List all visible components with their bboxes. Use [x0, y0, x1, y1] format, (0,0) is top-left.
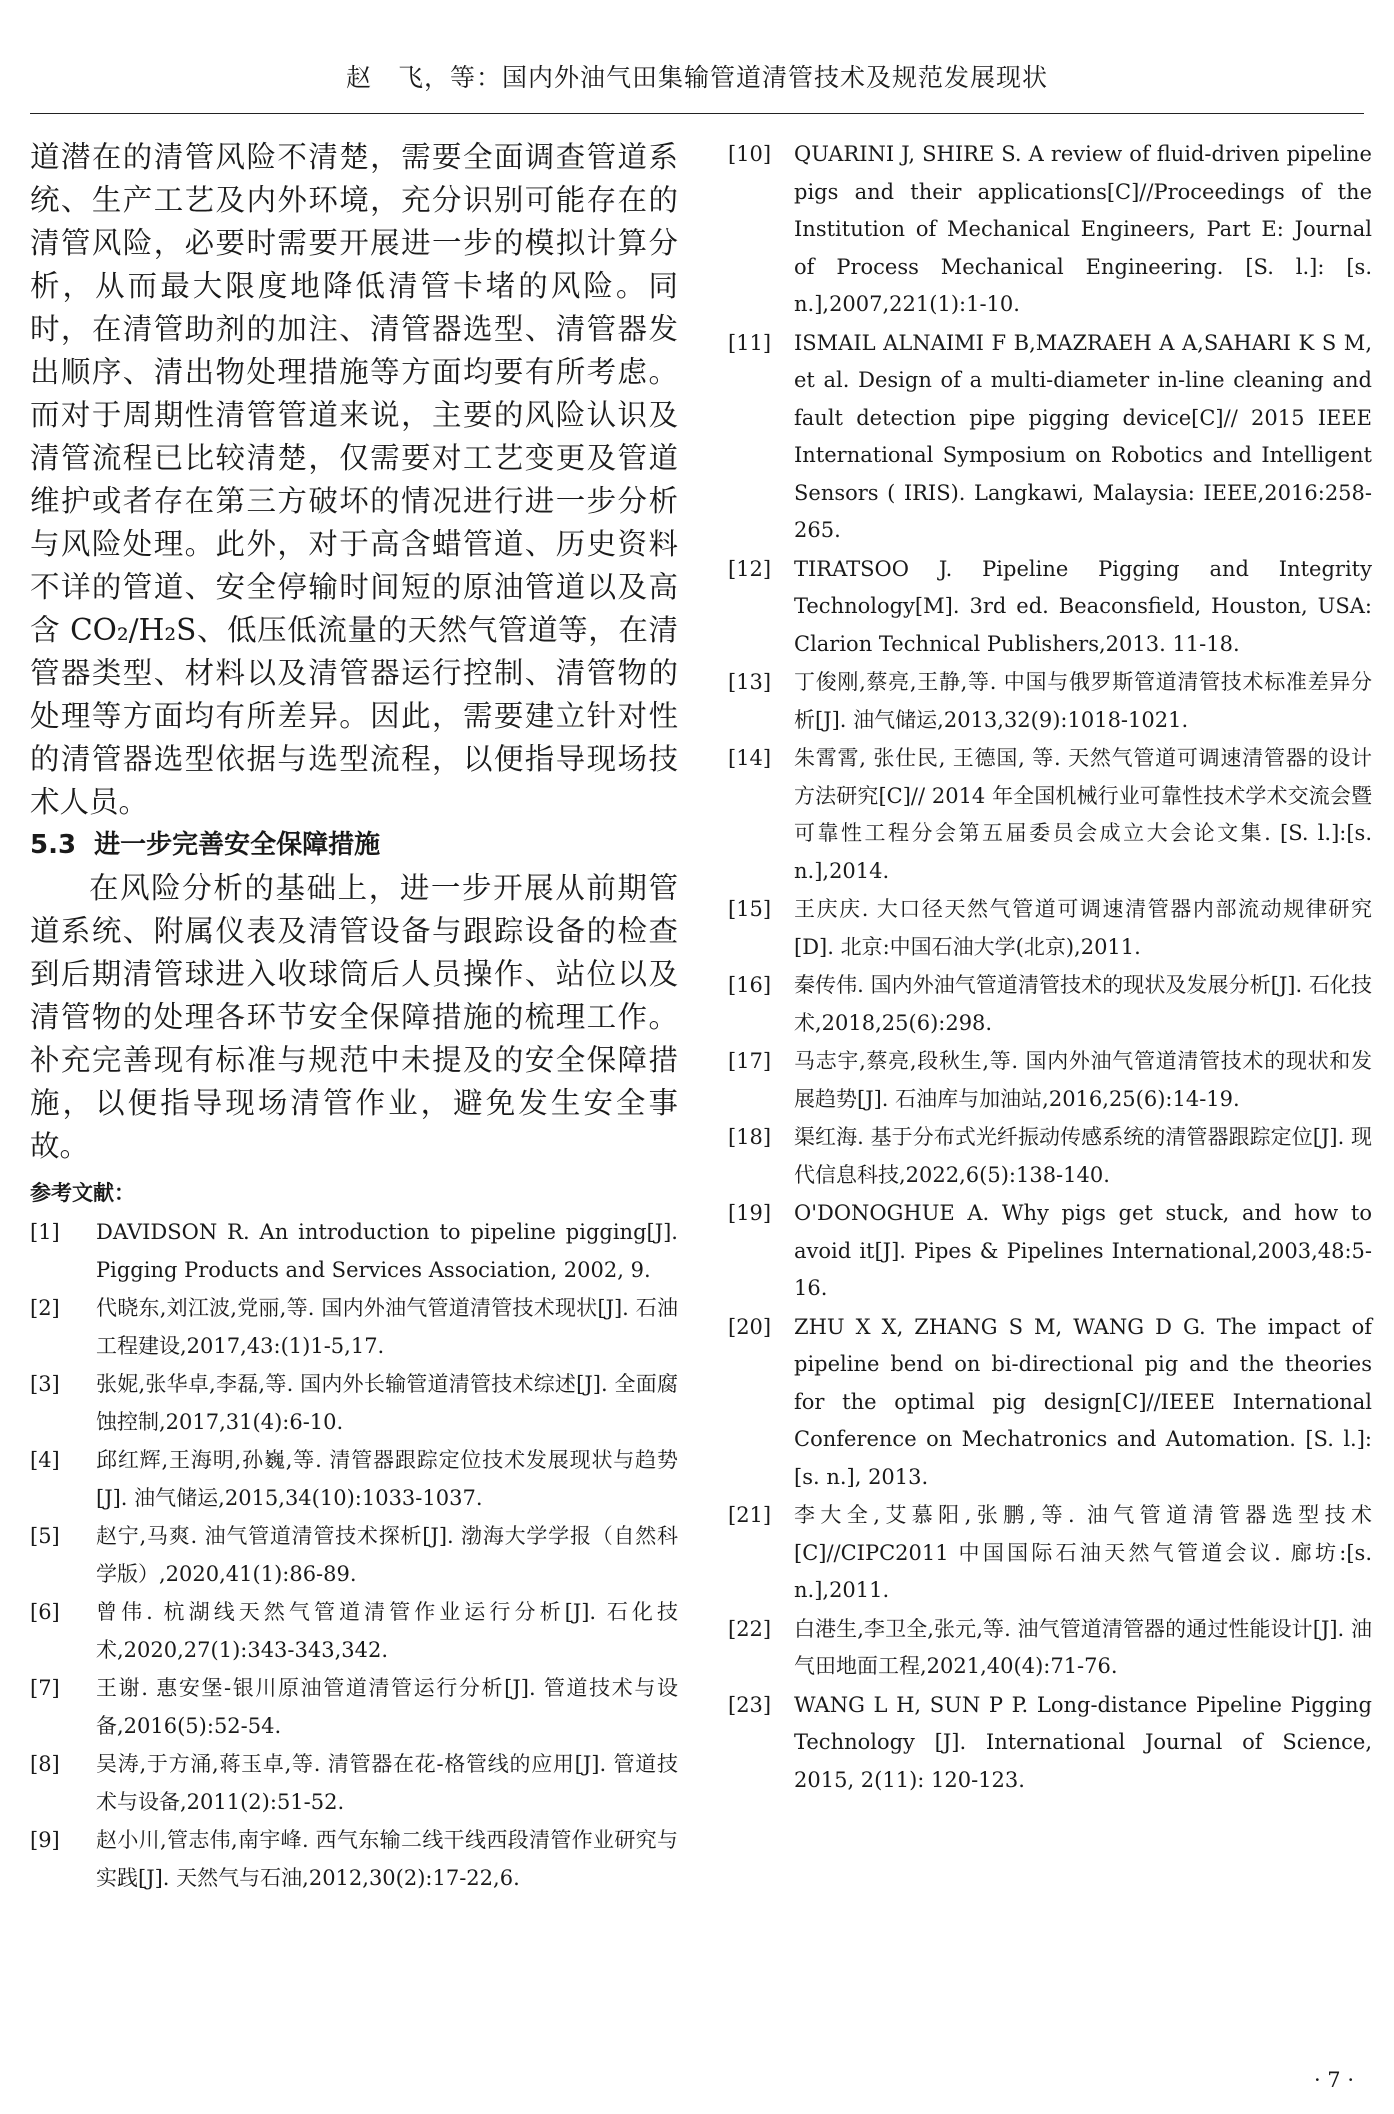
reference-number: [22]: [728, 1616, 772, 1641]
reference-number: [15]: [728, 897, 772, 921]
page-number: · 7 ·: [1313, 2068, 1354, 2092]
reference-number: [20]: [728, 1314, 772, 1339]
left-column: [30, 136, 678, 1898]
reference-text: 王谢. 惠安堡-银川原油管道清管运行分析[J]. 管道技术与设备,2016(5):52-54.: [96, 1676, 678, 1738]
reference-item: [30, 1594, 678, 1669]
reference-number: [5]: [30, 1524, 60, 1548]
reference-item: [728, 551, 1372, 664]
reference-number: [19]: [728, 1201, 772, 1225]
references-title: 参考文献：: [30, 1181, 135, 1205]
reference-item: [728, 1611, 1372, 1686]
reference-number: [21]: [728, 1503, 772, 1527]
reference-number: [2]: [30, 1296, 60, 1320]
reference-text: DAVIDSON R. An introduction to pipeline pigging[J]. Pigging Products and Services Association, 2002, 9.: [96, 1220, 678, 1282]
section-number: 5.3: [30, 830, 77, 860]
reference-number: [9]: [30, 1828, 60, 1852]
reference-item: [728, 325, 1372, 550]
reference-list-right: [728, 136, 1372, 1799]
reference-item: [728, 1687, 1372, 1800]
reference-text: 朱霄霄, 张仕民, 王德国, 等. 天然气管道可调速清管器的设计方法研究[C]// 2014 年全国机械行业可靠性技术学术交流会暨可靠性工程分会第五届委员会成立大会论文集. [S. l.]:[s. n.],2014.: [794, 746, 1372, 883]
reference-number: [17]: [728, 1049, 772, 1073]
reference-item: [728, 891, 1372, 966]
reference-text: 吴涛,于方涌,蒋玉卓,等. 清管器在花-格管线的应用[J]. 管道技术与设备,2011(2):51-52.: [96, 1752, 678, 1814]
reference-item: [728, 664, 1372, 739]
reference-text: 马志宇,蔡亮,段秋生,等. 国内外油气管道清管技术的现状和发展趋势[J]. 石油库与加油站,2016,25(6):14-19.: [794, 1049, 1372, 1111]
reference-item: [728, 967, 1372, 1042]
running-header: 赵 飞，等：国内外油气田集输管道清管技术及规范发展现状: [345, 63, 1048, 92]
section-title: 进一步完善安全保障措施: [94, 830, 381, 860]
reference-text: 王庆庆. 大口径天然气管道可调速清管器内部流动规律研究[D]. 北京:中国石油大学(北京),2011.: [794, 897, 1372, 959]
reference-text: 赵宁,马爽. 油气管道清管技术探析[J]. 渤海大学学报（自然科学版）,2020,41(1):86-89.: [96, 1524, 678, 1586]
reference-text: QUARINI J, SHIRE S. A review of fluid-driven pipeline pigs and their applications[C]//Proceedings of the Institution of Mechanical Engineers, Part E: Journal of Process Mechanical Engineering. [S. l.]: [s. n.],2007,221(1):1-10.: [794, 142, 1372, 316]
reference-item: [728, 136, 1372, 324]
reference-number: [6]: [30, 1600, 60, 1624]
reference-item: [30, 1670, 678, 1745]
reference-number: [14]: [728, 746, 772, 770]
reference-item: [30, 1442, 678, 1517]
header-rule: [30, 113, 1364, 114]
reference-item: [30, 1214, 678, 1289]
reference-number: [10]: [728, 142, 772, 166]
reference-number: [18]: [728, 1125, 772, 1149]
reference-text: 白港生,李卫全,张元,等. 油气管道清管器的通过性能设计[J]. 油气田地面工程,2021,40(4):71-76.: [794, 1616, 1372, 1678]
reference-number: [1]: [30, 1220, 60, 1244]
reference-number: [12]: [728, 556, 772, 581]
reference-item: [728, 740, 1372, 890]
body-paragraph: 道潜在的清管风险不清楚，需要全面调查管道系统、生产工艺及内外环境，充分识别可能存在的清管风险，必要时需要开展进一步的模拟计算分析，从而最大限度地降低清管卡堵的风险。同时，在清管助剂的加注、清管器选型、清管器发出顺序、清出物处理措施等方面均要有所考虑。而对于周期性清管管道来说，主要的风险认识及清管流程已比较清楚，仅需要对工艺变更及管道维护或者存在第三方破坏的情况进行进一步分析与风险处理。此外，对于高含蜡管道、历史资料不详的管道、安全停输时间短的原油管道以及高含 CO₂/H₂S、低压低流量的天然气管道等，在清管器类型、材料以及清管器运行控制、清管物的处理等方面均有所差异。因此，需要建立针对性的清管器选型依据与选型流程，以便指导现场技术人员。: [30, 140, 678, 819]
reference-text: 赵小川,管志伟,南宇峰. 西气东输二线干线西段清管作业研究与实践[J]. 天然气与石油,2012,30(2):17-22,6.: [96, 1828, 678, 1890]
reference-number: [4]: [30, 1448, 60, 1472]
reference-number: [16]: [728, 973, 772, 997]
reference-number: [7]: [30, 1676, 60, 1700]
body-paragraph: 在风险分析的基础上，进一步开展从前期管道系统、附属仪表及清管设备与跟踪设备的检查到后期清管球进入收球筒后人员操作、站位以及清管物的处理各环节安全保障措施的梳理工作。补充完善现有标准与规范中未提及的安全保障措施，以便指导现场清管作业，避免发生安全事故。: [30, 871, 678, 1163]
reference-number: [23]: [728, 1692, 772, 1717]
reference-item: [728, 1309, 1372, 1497]
reference-text: 丁俊刚,蔡亮,王静,等. 中国与俄罗斯管道清管技术标准差异分析[J]. 油气储运,2013,32(9):1018-1021.: [794, 670, 1372, 732]
reference-item: [30, 1366, 678, 1441]
reference-item: [30, 1746, 678, 1821]
reference-text: 邱红辉,王海明,孙巍,等. 清管器跟踪定位技术发展现状与趋势[J]. 油气储运,2015,34(10):1033-1037.: [96, 1448, 678, 1510]
reference-number: [13]: [728, 670, 772, 694]
reference-text: O'DONOGHUE A. Why pigs get stuck, and how to avoid it[J]. Pipes & Pipelines International,2003,48:5-16.: [794, 1201, 1372, 1300]
reference-text: ZHU X X, ZHANG S M, WANG D G. The impact of pipeline bend on bi-directional pig and the theories for the optimal pig design[C]//IEEE International Conference on Mechatronics and Automation. [S. l.]:[s. n.], 2013.: [794, 1314, 1372, 1489]
reference-text: 张妮,张华卓,李磊,等. 国内外长输管道清管技术综述[J]. 全面腐蚀控制,2017,31(4):6-10.: [96, 1372, 678, 1434]
reference-text: 渠红海. 基于分布式光纤振动传感系统的清管器跟踪定位[J]. 现代信息科技,2022,6(5):138-140.: [794, 1125, 1372, 1187]
reference-text: 曾伟. 杭湖线天然气管道清管作业运行分析[J]. 石化技术,2020,27(1):343-343,342.: [96, 1600, 678, 1662]
reference-number: [3]: [30, 1372, 60, 1396]
reference-item: [30, 1290, 678, 1365]
reference-text: 代晓东,刘江波,党丽,等. 国内外油气管道清管技术现状[J]. 石油工程建设,2017,43:(1)1-5,17.: [96, 1296, 678, 1358]
reference-item: [728, 1119, 1372, 1194]
reference-number: [8]: [30, 1752, 60, 1776]
right-column: [728, 136, 1372, 1800]
reference-list-left: [30, 1214, 678, 1897]
reference-item: [728, 1195, 1372, 1308]
reference-text: WANG L H, SUN P P. Long-distance Pipeline Pigging Technology [J]. International Journal of Science, 2015, 2(11): 120-123.: [794, 1692, 1372, 1792]
reference-item: [30, 1518, 678, 1593]
reference-number: [11]: [728, 330, 772, 355]
reference-item: [30, 1822, 678, 1897]
reference-text: TIRATSOO J. Pipeline Pigging and Integrity Technology[M]. 3rd ed. Beaconsfield, Houston, USA: Clarion Technical Publishers,2013. 11-18.: [794, 556, 1372, 656]
reference-text: 秦传伟. 国内外油气管道清管技术的现状及发展分析[J]. 石化技术,2018,25(6):298.: [794, 973, 1372, 1035]
reference-text: 李大全,艾慕阳,张鹏,等. 油气管道清管器选型技术[C]//CIPC2011 中国国际石油天然气管道会议. 廊坊:[s. n.],2011.: [794, 1503, 1372, 1602]
reference-item: [728, 1497, 1372, 1610]
section-heading: [30, 824, 678, 867]
reference-item: [728, 1043, 1372, 1118]
reference-text: ISMAIL ALNAIMI F B,MAZRAEH A A,SAHARI K S M, et al. Design of a multi-diameter in-line cleaning and fault detection pipe pigging device[C]// 2015 IEEE International Symposium on Robotics and Intelligent Sensors ( IRIS). Langkawi, Malaysia: IEEE,2016:258-265.: [794, 330, 1372, 542]
